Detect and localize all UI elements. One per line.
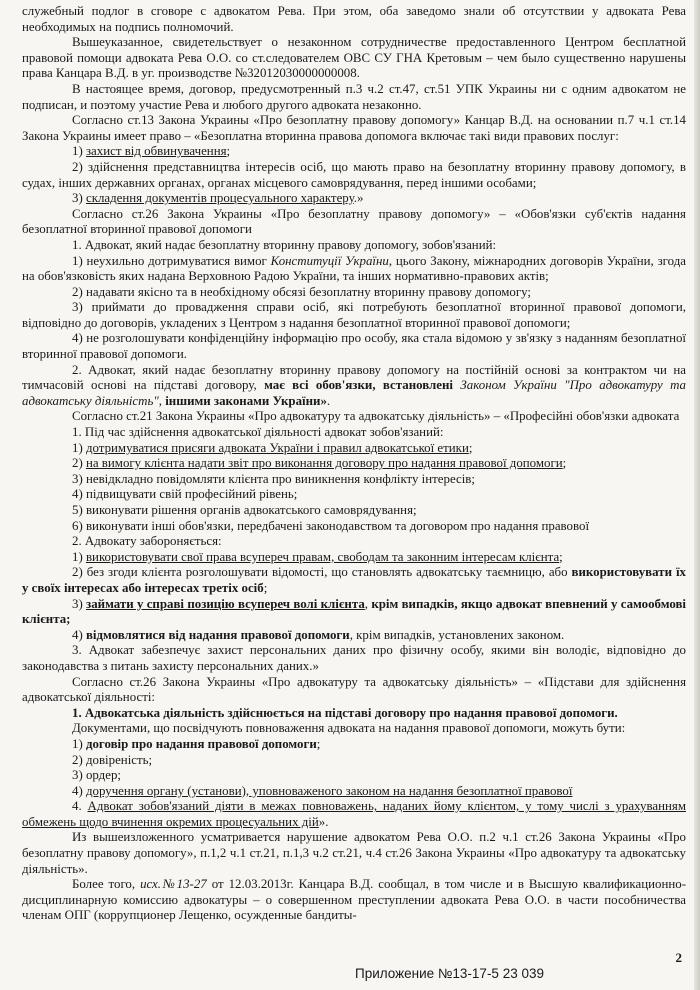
text-run: Адвокат зобов'язаний діяти в межах повноважень, наданих йому клієнтом, у тому числі з урахуванням обмежень щодо вчинення окремих процесуальних дій: [22, 799, 686, 829]
text-run: 3): [72, 191, 86, 206]
text-run: іншими законами України»: [165, 393, 327, 408]
paragraph: [22, 425, 686, 441]
text-run: 4): [72, 783, 86, 798]
paragraph: [22, 363, 686, 410]
text-run: Законом України "Про адвокатуру та адвокатську діяльність": [22, 378, 687, 408]
paragraph: [22, 300, 686, 331]
text-run: ;: [562, 456, 567, 471]
text-run: Вышеуказанное, свидетельствует о незаконном сотрудничестве предоставленного Центром бесплатной правовой помощи адвоката Рева О.О. со ст.следователем ОВС СУ ГНА Кретовым – чем было существенно нарушены права Канцара В.Д. в уг. производстве №32012030000000008.: [22, 35, 686, 81]
text-run: ,: [158, 393, 166, 408]
text-run: 4) не розголошувати конфіденційну інформацію про особу, яка стала відомою у зв'язку з наданням безоплатної вторинної правової допомоги.: [22, 331, 686, 362]
text-run: 4.: [72, 799, 88, 814]
text-run: 2): [72, 456, 86, 471]
paragraph: [22, 643, 686, 674]
paragraph: [22, 534, 686, 550]
paragraph: [22, 160, 686, 191]
text-run: 1. Адвокатська діяльність здійснюється на підставі договору про надання правової допомоги.: [72, 705, 618, 720]
paragraph: [22, 487, 686, 503]
paragraph: [22, 721, 686, 737]
paragraph: [22, 565, 686, 596]
text-run: ;: [559, 549, 563, 564]
text-run: Из вышеизложенного усматривается нарушение адвокатом Рева О.О. п.2 ч.1 ст.26 Закона Украины «Про безоплатну правову допомогу», п.1,2 ч.1 ст.21, п.1,3 ч.2 ст.21, ч.4 ст.26 Закона Украины «Про адвокатуру та адвокатську діяльність».: [22, 830, 686, 876]
text-run: .»: [353, 191, 364, 206]
paragraph: [22, 441, 686, 457]
paragraph: [22, 35, 686, 82]
text-run: 3) ордер;: [72, 768, 121, 783]
text-run: крім випадків, якщо адвокат впевнений у самообмові клієнта;: [22, 596, 686, 627]
paragraph: [22, 503, 686, 519]
text-run: займати у справі позицію всупереч волі клієнта: [86, 596, 365, 611]
text-run: ;: [263, 580, 268, 595]
paragraph: [22, 472, 686, 488]
paragraph: [22, 113, 686, 144]
text-run: Согласно ст.13 Закона Украины «Про безоплатну правову допомогу» Канцар В.Д. на основании п.7 ч.1 ст.14 Закона Украины имеет право – «Безоплатна вторинна правова допомога включає такі види правових послуг:: [22, 113, 686, 143]
text-run: 3) приймати до провадження справи осіб, які потребують безоплатної вторинної правової допомоги, відповідно до договорів, укладених з Центром з надання безоплатної вторинної правової допомоги;: [22, 300, 686, 330]
text-run: 2) надавати якісно та в необхідному обсязі безоплатну вторинну правову допомогу;: [72, 284, 532, 299]
paragraph: [22, 254, 686, 285]
text-run: 1): [72, 144, 86, 159]
paragraph: [22, 82, 686, 113]
text-run: 2. Адвокат, який надає безоплатну вторинну правову допомогу на постійній основі за контрактом чи на тимчасовій основі на підставі договору,: [22, 362, 686, 393]
text-run: Согласно ст.21 Закона Украины «Про адвокатуру та адвокатську діяльність» – «Професійні обов'язки адвоката: [72, 409, 680, 424]
text-run: .: [326, 393, 331, 408]
text-run: 3) невідкладно повідомляти клієнта про виникнення конфлікту інтересів;: [72, 471, 475, 486]
text-run: 1): [72, 440, 86, 455]
paragraph: [22, 519, 686, 535]
text-run: 2) здійснення представництва інтересів осіб, що мають право на безоплатну вторинну правову допомогу, в судах, інших державних органах, органах місцевого самоврядування, перед іншими особами;: [22, 159, 686, 190]
text-run: складення документів процесуального характеру: [85, 191, 354, 206]
text-run: 3): [72, 596, 87, 611]
text-run: 4): [72, 627, 86, 642]
paragraph: [22, 409, 686, 425]
paragraph: [22, 830, 686, 877]
text-run: служебный подлог в сговоре с адвокатом Рева. При этом, оба заведомо знали об отсутствии у адвоката Рева необходимых на подпись полномочий.: [22, 4, 686, 34]
text-run: 2) довіреність;: [72, 752, 153, 767]
text-run: використовувати їх у своїх інтересах або інтересах третіх осіб: [22, 565, 686, 595]
text-run: 4) підвищувати свій професійний рівень;: [72, 487, 298, 502]
text-run: 3. Адвокат забезпечує захист персональних даних про фізичну особу, якими він володіє, відповідно до законодавства з питань захисту персональних даних.»: [22, 643, 686, 673]
text-run: , цього Закону, міжнародних договорів України, згода на обов'язковість яких надана Верховною Радою України, та інших нормативно-правових актів;: [22, 253, 686, 284]
paragraph: [22, 628, 686, 644]
paragraph: [22, 285, 686, 301]
paragraph: [22, 456, 686, 472]
text-run: використовувати свої права всупереч правам, свободам та законним інтересам клієнта: [85, 549, 560, 564]
text-run: 1) неухильно дотримуватися вимог: [72, 253, 271, 268]
text-run: договір про надання правової допомоги: [85, 736, 317, 751]
text-run: ;: [226, 144, 231, 159]
text-run: ;: [316, 736, 321, 751]
text-run: Более того,: [72, 877, 141, 892]
paragraph: [22, 877, 686, 924]
page-number: 2: [675, 950, 682, 965]
paragraph: [22, 753, 686, 769]
text-run: 6) виконувати інші обов'язки, передбачені законодавством та договором про надання правової: [72, 518, 590, 533]
text-run: відмовлятися від надання правової допомоги: [85, 627, 350, 642]
paragraph: [22, 737, 686, 753]
text-run: на вимогу клієнта надати звіт про виконання договору про надання правової допомоги: [85, 456, 563, 471]
text-run: 1. Під час здійснення адвокатської діяльності адвокат зобов'язаний:: [72, 425, 444, 440]
paragraph: [22, 191, 686, 207]
text-run: 5) виконувати рішення органів адвокатського самоврядування;: [72, 503, 417, 517]
paragraph: [22, 784, 686, 800]
paragraph: [22, 550, 686, 566]
paragraph: [22, 675, 686, 706]
text-run: 1): [72, 549, 86, 564]
text-run: дотримуватися присяги адвоката України і правил адвокатської етики: [85, 440, 469, 455]
appendix-stamp: Приложение №13-17-5 23 039: [355, 966, 544, 981]
text-run: 2) без згоди клієнта розголошувати відомості, що становлять адвокатську таємницю, або: [72, 565, 572, 580]
paragraph: [22, 144, 686, 160]
text-run: ,: [364, 596, 372, 611]
text-run: от 12.03.2013г. Канцара В.Д. сообщал, в том числе и в Высшую квалификационно-дисциплинарную комиссию адвокатуры – о совершенном преступлении адвоката Рева О.О. в части пособничества членам ОПГ (коррупционер Лещенко, осужденные бандиты-: [22, 877, 687, 923]
text-run: ;: [468, 440, 473, 455]
text-run: Согласно ст.26 Закона Украины «Про адвокатуру та адвокатську діяльність» – «Підстави для здійснення адвокатської діяльності:: [22, 674, 686, 705]
text-run: доручення органу (установи), уповноваженого законом на надання безоплатної правової: [85, 783, 573, 798]
text-run: 1. Адвокат, який надає безоплатну вторинну правову допомогу, зобов'язаний:: [72, 237, 497, 252]
paragraph: [22, 799, 686, 830]
text-run: В настоящее время, договор, предусмотренный п.3 ч.2 ст.47, ст.51 УПК Украины ни с одним адвокатом не подписан, и поэтому участие Рева и любого другого адвоката незаконно.: [22, 81, 686, 112]
paragraph: [22, 238, 686, 254]
text-run: ».: [318, 814, 329, 829]
paragraph: [22, 597, 686, 628]
paragraph: [22, 207, 686, 238]
paragraph: [22, 706, 686, 722]
text-run: , крім випадків, установлених законом.: [349, 627, 565, 642]
text-run: захист від обвинувачення: [85, 144, 227, 159]
paragraph: [22, 4, 686, 35]
text-run: 1): [72, 736, 86, 751]
paragraph: [22, 768, 686, 784]
text-run: 2. Адвокату забороняється:: [72, 534, 222, 549]
text-run: Согласно ст.26 Закона Украины «Про безоплатну правову допомогу» – «Обов'язки суб'єктів надання безоплатної вторинної правової допомоги: [22, 206, 686, 237]
document-body: [22, 4, 686, 924]
text-run: має всі обов'язки, встановлені: [264, 378, 454, 393]
page-edge: [694, 0, 700, 990]
text-run: Документами, що посвідчують повноваження адвоката на надання правової допомоги, можуть бути:: [72, 721, 626, 736]
text-run: Конституції України: [270, 253, 389, 268]
text-run: исх.№13-27: [140, 877, 207, 892]
paragraph: [22, 331, 686, 362]
